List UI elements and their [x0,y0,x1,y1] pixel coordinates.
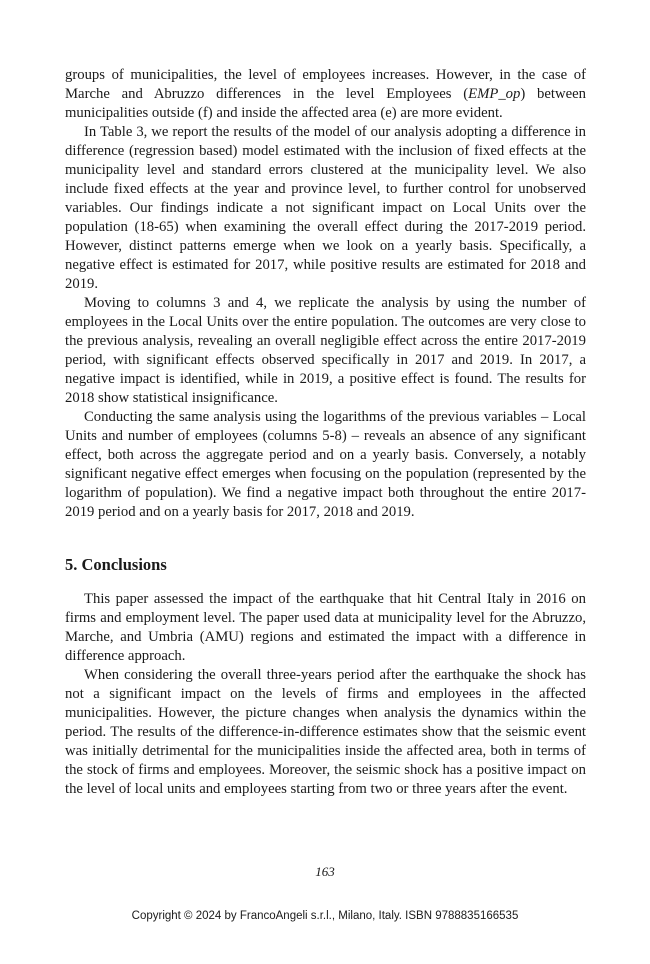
section-heading: 5. Conclusions [65,555,167,574]
copyright-notice: Copyright © 2024 by FrancoAngeli s.r.l., Milano, Italy. ISBN 9788835166535 [131,910,519,922]
paragraph-1-text-a: groups of municipalities, the level of employees increases. However, in the case of Marche and Abruzzo differences in the level Employees ( [65,67,586,102]
page-number: 163 [315,864,335,879]
body-text-top [65,66,586,522]
conclusions-paragraph-1: This paper assessed the impact of the earthquake that hit Central Italy in 2016 on firms and employment level. The paper used data at municipality level for the Abruzzo, Marche, and Umbria (AMU) regions and estimated the impact with a difference in difference approach. [65,591,586,664]
paragraph-4: Conducting the same analysis using the logarithms of the previous variables – Local Units and number of employees (columns 5-8) – reveals an absence of any significant effect, both across the aggregate period and on a yearly basis. Conversely, a notably significant negative effect emerges when focusing on the population (represented by the logarithm of population). We find a negative impact both throughout the entire 2017-2019 period and on a yearly basis for 2017, 2018 and 2019. [65,409,586,520]
paragraph-1 [65,66,586,123]
body-text-conclusions [65,590,586,799]
conclusions-paragraph-2: When considering the overall three-years period after the earthquake the shock has not a significant impact on the levels of firms and employees in the affected municipalities. However, the picture changes when analysis the dynamics within the period. The results of the difference-in-difference estimates show that the seismic event was initially detrimental for the municipalities inside the affected area, both in terms of the stock of firms and employees. Moreover, the seismic shock has a positive impact on the level of local units and employees starting from two or three years after the event. [65,667,586,797]
paragraph-2: In Table 3, we report the results of the model of our analysis adopting a difference in difference (regression based) model estimated with the inclusion of fixed effects at the municipality level and standard errors clustered at the municipality level. We also include fixed effects at the year and province level, to further control for unobserved variables. Our findings indicate a not significant impact on Local Units over the population (18-65) when examining the overall effect during the 2017-2019 period. However, distinct patterns emerge when we look on a yearly basis. Specifically, a negative effect is estimated for 2017, while positive results are estimated for 2018 and 2019. [65,124,586,292]
paragraph-1-text-b: ) between municipalities outside (f) and inside the affected area (e) are more evident. [65,86,586,121]
paragraph-3: Moving to columns 3 and 4, we replicate the analysis by using the number of employees in the Local Units over the entire population. The outcomes are very close to the previous analysis, revealing an overall negligible effect across the entire 2017-2019 period, with significant effects observed specifically in 2017 and 2019. In 2017, a negative impact is identified, while in 2019, a positive effect is found. The results for 2018 show statistical insignificance. [65,295,586,406]
emp-op-variable: EMP_op [468,86,521,102]
